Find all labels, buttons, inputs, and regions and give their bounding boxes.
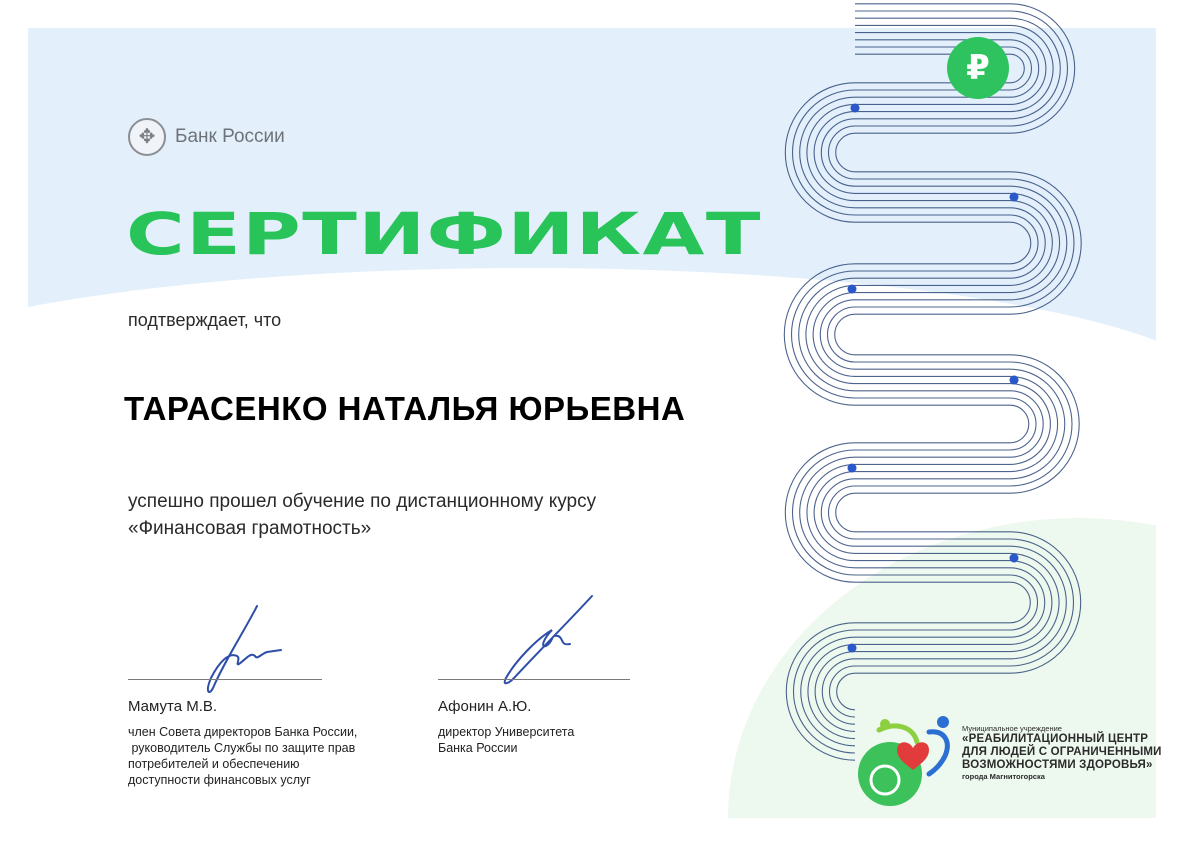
signatory-name: Мамута М.В. xyxy=(128,698,218,715)
rehab-name-line: ВОЗМОЖНОСТЯМИ ЗДОРОВЬЯ» xyxy=(962,759,1153,771)
completion-line: успешно прошел обучение по дистанционному курсу xyxy=(128,491,597,512)
certificate-title: СЕРТИФИКАТ xyxy=(126,200,762,268)
track-dot xyxy=(848,464,857,473)
track-line xyxy=(799,18,1067,746)
role-line: руководитель Службы по защите прав xyxy=(128,741,356,755)
confirms-text: подтверждает, что xyxy=(128,310,282,330)
signatory-role xyxy=(128,724,357,788)
signatory-role xyxy=(438,724,574,756)
course-name: «Финансовая грамотность» xyxy=(128,518,372,539)
rehab-city: города Магнитогорска xyxy=(962,772,1045,781)
recipient-name: ТАРАСЕНКО НАТАЛЬЯ ЮРЬЕВНА xyxy=(124,390,686,427)
signatory-name: Афонин А.Ю. xyxy=(438,698,532,715)
signature-afonin xyxy=(480,590,610,690)
role-line: директор Университета xyxy=(438,725,575,739)
track-dot xyxy=(1010,193,1019,202)
track-line xyxy=(828,47,1039,717)
role-line: член Совета директоров Банка России, xyxy=(128,725,358,739)
rehab-center-logo-icon xyxy=(855,712,960,812)
rehab-center-name xyxy=(962,724,1162,781)
bank-logo xyxy=(128,118,285,156)
role-line: потребителей и обеспечению xyxy=(128,757,300,771)
completion-text xyxy=(128,488,596,542)
track-line xyxy=(835,54,1031,710)
role-line: Банка России xyxy=(438,741,518,755)
track-dot xyxy=(851,104,860,113)
track-dot xyxy=(1010,376,1019,385)
eagle-emblem-icon: ✥ xyxy=(128,118,166,156)
track-dot xyxy=(848,644,857,653)
rehab-org-type: Муниципальное учреждение xyxy=(962,724,1062,733)
rouble-badge-icon: ₽ xyxy=(947,37,1009,99)
rehab-name-line: «РЕАБИЛИТАЦИОННЫЙ ЦЕНТР xyxy=(962,733,1149,745)
track-line xyxy=(784,4,1081,760)
signature-mamuta xyxy=(195,600,295,700)
bank-name: Банк России xyxy=(175,126,285,147)
track-dot xyxy=(1010,554,1019,563)
signature-line xyxy=(128,679,322,680)
signature-line xyxy=(438,679,630,680)
role-line: доступности финансовых услуг xyxy=(128,773,311,787)
rehab-name-line: ДЛЯ ЛЮДЕЙ С ОГРАНИЧЕННЫМИ xyxy=(962,746,1162,758)
track-dot xyxy=(848,285,857,294)
